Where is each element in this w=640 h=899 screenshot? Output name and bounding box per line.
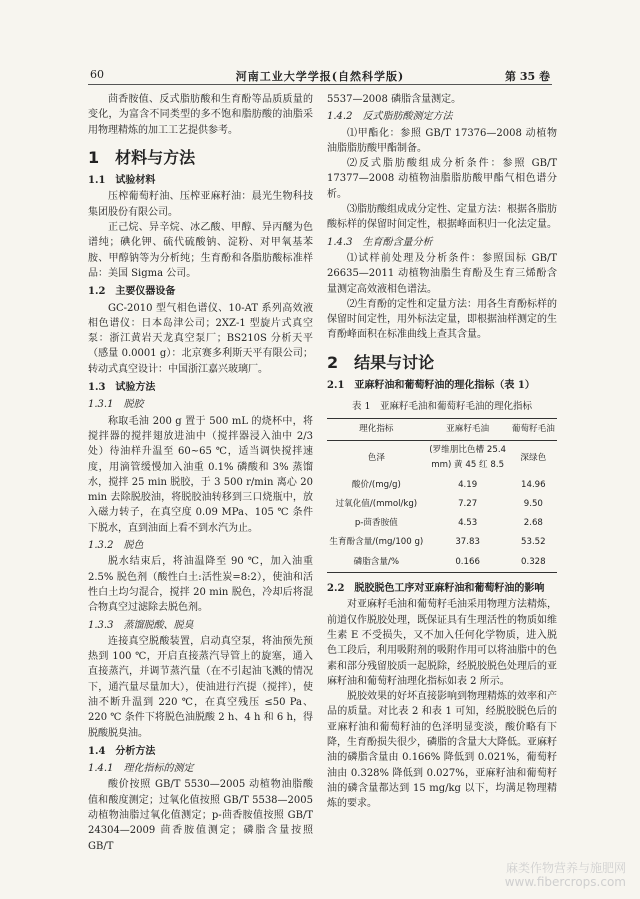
section-heading-2: 2 结果与讨论 bbox=[327, 352, 435, 372]
subsection-1-3-2: 1.3.2 脱色 bbox=[88, 540, 144, 552]
table-row bbox=[327, 514, 557, 533]
paragraph-1-4-1: 酸价按照 GB/T 5530—2005 动植物油脂酸值和酸度测定；过氧化值按照 GB/T 5538—2005 动植物油脂过氧化值测定；p-茴香胺值按照 GB/T 24304—2009 茴香胺值测定；磷脂含量按照 GB/T bbox=[88, 779, 313, 852]
subsection-2-2: 2.2 脱胶脱色工序对亚麻籽油和葡萄籽油的影响 bbox=[327, 583, 545, 595]
page-number: 60 bbox=[90, 68, 104, 81]
paragraph-1-4-2c: ⑶脂肪酸组成成分定性、定量方法：根据各脂肪酸标样的保留时间定性，根据峰面积归一化法定量。 bbox=[327, 204, 557, 231]
subsection-1-4-2: 1.4.2 反式脂肪酸测定方法 bbox=[327, 111, 453, 123]
table-cell: 深绿色 bbox=[520, 452, 547, 463]
paragraph-1-2: GC-2010 型气相色谱仪、10-AT 系列高效液相色谱仪：日本岛津公司；2XZ-1 型旋片式真空泵：浙江黄岩天龙真空泵厂；BS210S 分析天平（感量 0.0001 g）：北京赛多利斯天平有限公司；转动式真空设计：中国浙江嘉兴玻璃厂。 bbox=[88, 302, 313, 375]
page-header bbox=[88, 66, 552, 85]
table-1-title: 表 1 亚麻籽毛油和葡萄籽毛油的理化指标 bbox=[351, 401, 533, 413]
paragraph-2-2b: 脱胶效果的好坏直接影响到物理精炼的效率和产品的质量。对比表 2 和表 1 可知，经脱胶脱色后的亚麻籽油和葡萄籽油的色泽明显变淡，酸价略有下降，生育酚损失很少，磷脂的含量大大降低。亚麻籽油的磷脂含量由 0.166% 降低到 0.021%，葡萄籽油由 0.328% 降低到 0.027%，亚麻籽油和葡萄籽油的磷含量都达到 15 mg/kg 以下，均满足物理精炼的要求。 bbox=[327, 691, 557, 810]
table-cell: p-茴香胺值 bbox=[354, 518, 398, 529]
subsection-1-3: 1.3 试验方法 bbox=[88, 382, 156, 394]
table-row bbox=[327, 553, 557, 573]
paragraph-2-2a: 对亚麻籽毛油和葡萄籽毛油采用物理方法精炼，前道仅作脱胶处理，既保证具有生理活性的物质如维生素 E 不受损失，又不加入任何化学物质，进入脱色工段后，利用吸附剂的吸附作用可以将油脂中的色素和部分残留胶质一起脱除，经脱胶脱色处理后的亚麻籽油和葡萄籽油理化指标如表 2 所示。 bbox=[327, 599, 557, 687]
intro-paragraph: 茴香胺值、反式脂肪酸和生育酚等品质质量的变化，为富含不同类型的多不饱和脂肪酸的油脂采用物理精炼的加工工艺提供参考。 bbox=[88, 94, 313, 136]
table-cell: 色泽 bbox=[367, 452, 385, 463]
paragraph-1-3-1: 称取毛油 200 g 置于 500 mL 的烧杯中，将搅拌器的搅拌翅放进油中（搅拌器浸入油中 2/3 处）待油样升温至 60~65 ℃，适当调快搅拌速度，用滴管缓慢加入油重 0.1% 磷酸和 3% 蒸馏水，搅拌 25 min 脱胶，于 3 500 r/min 离心 20 min 去除脱胶油，将脱胶油转移到三口烧瓶中，放入磁力转子，在真空度 0.09 MPa、105 ℃ 条件下脱水，直到油面上看不到水汽为止。 bbox=[88, 415, 313, 534]
left-column bbox=[88, 92, 313, 854]
paragraph-1-3-2: 脱水结束后，将油温降至 90 ℃，加入油重 2.5% 脱色剂（酸性白土:活性炭=8:2），使油和活性白土均匀混合，搅拌 20 min 脱色，冷却后将混合物真空过滤除去脱色剂。 bbox=[88, 556, 313, 614]
table-cell: 过氧化值/(mmol/kg) bbox=[335, 498, 418, 509]
table-row bbox=[327, 495, 557, 514]
table-header-cell: 亚麻籽毛油 bbox=[426, 418, 510, 440]
table-cell: 7.27 bbox=[458, 498, 478, 509]
paragraph-1-4-2a: ⑴甲酯化：参照 GB/T 17376—2008 动植物油脂脂肪酸甲酯制备。 bbox=[327, 127, 557, 154]
table-cell: 磷脂含量/% bbox=[327, 553, 426, 573]
table-cell: (罗维朋比色槽 25.4 mm) 黄 45 红 8.5 bbox=[429, 444, 507, 471]
subsection-2-1: 2.1 亚麻籽油和葡萄籽油的理化指标（表 1） bbox=[327, 380, 535, 392]
subsection-1-3-1: 1.3.1 脱胶 bbox=[88, 399, 144, 411]
table-row bbox=[327, 440, 557, 475]
paragraph-1-4-3b: ⑵生育酚的定性和定量方法：用各生育酚标样的保留时间定性，用外标法定量，即根据油样测定的生育酚峰面积在标准曲线上查其含量。 bbox=[327, 298, 557, 341]
subsection-1-2: 1.2 主要仪器设备 bbox=[88, 286, 176, 298]
subsection-1-3-3: 1.3.3 蒸馏脱酸、脱臭 bbox=[88, 619, 194, 631]
subsection-1-4-3: 1.4.3 生育酚含量分析 bbox=[327, 236, 433, 248]
table-cell: 生育酚含量/(mg/100 g) bbox=[329, 537, 424, 548]
table-cell: 0.328 bbox=[510, 553, 557, 573]
table-cell: 0.166 bbox=[426, 553, 510, 573]
journal-title: 河南工业大学学报(自然科学版) bbox=[235, 70, 405, 83]
table-header-row bbox=[327, 418, 557, 440]
subsection-1-4-1: 1.4.1 理化指标的测定 bbox=[88, 763, 194, 775]
right-column bbox=[327, 92, 557, 811]
table-header-cell: 葡萄籽毛油 bbox=[510, 418, 557, 440]
table-row bbox=[327, 533, 557, 552]
table-cell: 酸价/(mg/g) bbox=[351, 479, 401, 490]
table-cell: 4.19 bbox=[458, 479, 478, 490]
table-1 bbox=[327, 418, 557, 573]
table-header-cell: 理化指标 bbox=[327, 418, 426, 440]
paragraph-1-4-3a: ⑴试样前处理及分析条件：参照国标 GB/T 26635—2011 动植物油脂生育酚及生育三烯酚含量测定高效液相色谱法。 bbox=[327, 252, 557, 295]
table-cell: 2.68 bbox=[523, 518, 543, 529]
paragraph-1-4-2b: ⑵反式脂肪酸组成分析条件：参照 GB/T 17377—2008 动植物油脂脂肪酸甲酯气相色谱分析。 bbox=[327, 158, 557, 200]
table-cell: 37.83 bbox=[455, 537, 480, 548]
watermark bbox=[505, 861, 626, 889]
paragraph-1-3-3: 连接真空脱酸装置，启动真空泵，将油预先预热到 100 ℃，开启直接蒸汽导管上的旋塞，通入直接蒸汽，并调节蒸汽量（在不引起油飞溅的情况下，通汽量尽量加大），使油进行汽提（搅拌），使油不断升温到 220 ℃，在真空残压 ≤50 Pa、220 ℃ 条件下将脱色油脱酸 2 h、4 h 和 6 h，得脱酸脱臭油。 bbox=[88, 635, 313, 739]
subsection-1-4: 1.4 分析方法 bbox=[88, 745, 156, 757]
watermark-line-2: www.fibercrops.com bbox=[504, 875, 626, 889]
table-cell: 9.50 bbox=[523, 498, 543, 509]
paragraph-continued: 5537—2008 磷脂含量测定。 bbox=[327, 94, 462, 105]
table-cell: 53.52 bbox=[521, 537, 546, 548]
watermark-line-1: 麻类作物营养与施肥网 bbox=[505, 861, 626, 875]
paragraph-1-1a: 压榨葡萄籽油、压榨亚麻籽油：晨光生物科技集团股份有限公司。 bbox=[88, 191, 313, 218]
paragraph-1-1b: 正己烷、异辛烷、冰乙酸、甲醇、异丙醚为色谱纯；碘化钾、硫代硫酸钠、淀粉、对甲氧基苯胺、甲醇钠等为分析纯；生育酚和各脂肪酸标准样品：美国 Sigma 公司。 bbox=[88, 222, 313, 279]
table-row bbox=[327, 476, 557, 495]
table-cell: 4.53 bbox=[458, 518, 478, 529]
volume-label: 第 35 卷 bbox=[505, 70, 550, 83]
table-cell: 14.96 bbox=[521, 479, 546, 490]
section-heading-1: 1 材料与方法 bbox=[88, 147, 196, 167]
subsection-1-1: 1.1 试验材料 bbox=[88, 175, 156, 187]
